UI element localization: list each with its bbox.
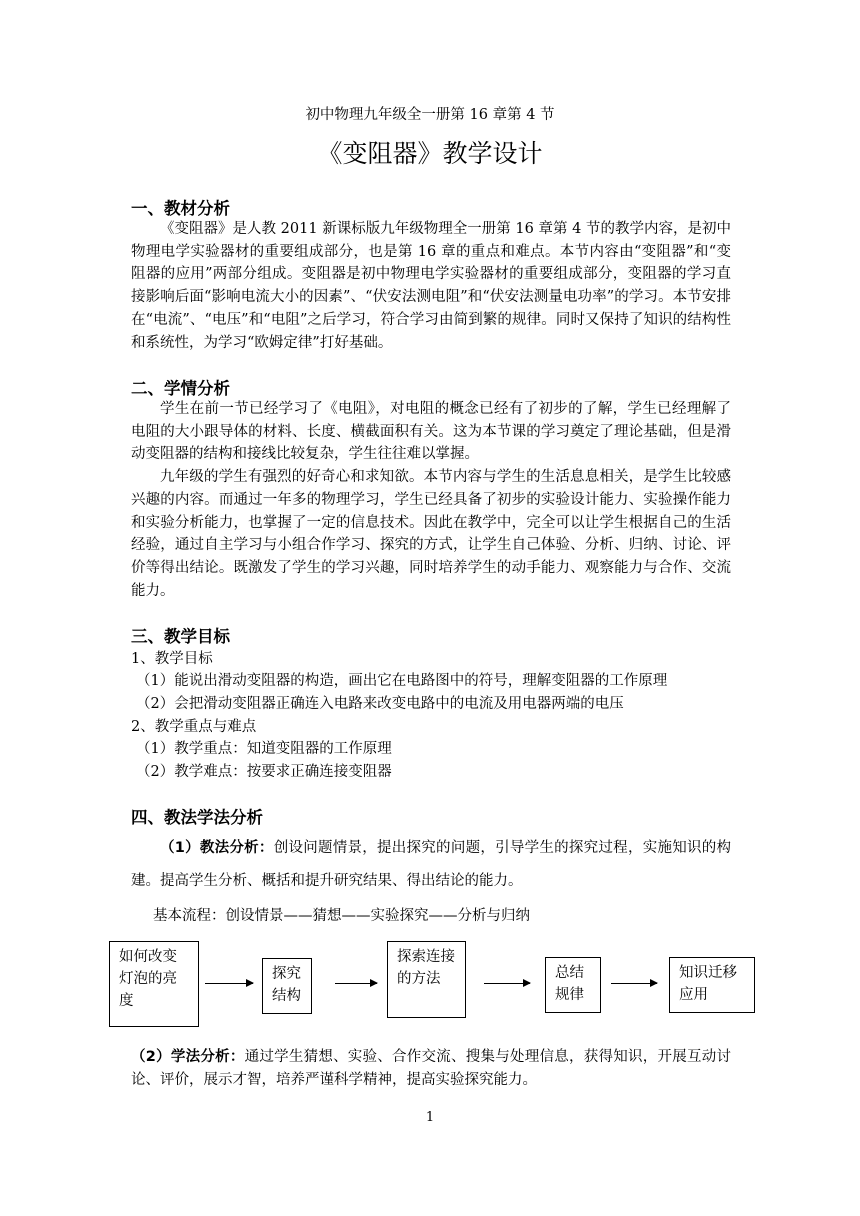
key-points-subheading: 2、教学重点与难点 xyxy=(131,719,257,735)
section-heading-methods: 四、教法学法分析 xyxy=(131,808,263,827)
page-number: 1 xyxy=(425,1110,435,1125)
difficulty-item: （2）教学难点：按要求正确连接变阻器 xyxy=(136,764,392,780)
basic-flow-line: 基本流程：创设情景——猜想——实验探究——分析与归纳 xyxy=(153,908,530,924)
goal-item-1: （1）能说出滑动变阻器的构造，画出它在电路图中的符号，理解变阻器的工作原理 xyxy=(136,673,668,689)
learning-method-label: （2）学法分析： xyxy=(131,1049,245,1065)
key-point-item: （1）教学重点：知道变阻器的工作原理 xyxy=(136,741,392,757)
student-analysis-text-1: 学生在前一节已经学习了《电阻》，对电阻的概念已经有了初步的了解，学生已经理解了电阻的大小跟导体的材料、长度、横截面积有关。这为本节课的学习奠定了理论基础，但是滑动变阻器的结构和接线比较复杂，学生往往难以掌握。 xyxy=(131,401,731,463)
flow-box-summarize-rules: 总结规律 xyxy=(545,957,601,1013)
flow-arrow-3 xyxy=(484,983,530,984)
section-heading-teaching-goals: 三、教学目标 xyxy=(131,627,230,646)
learning-method-text: 通过学生猜想、实验、合作交流、搜集与处理信息，获得知识，开展互动讨论、评价，展示才智，培养严谨科学精神，提高实验探究能力。 xyxy=(131,1049,732,1088)
section-heading-student-analysis: 二、学情分析 xyxy=(131,379,230,398)
flow-arrow-2 xyxy=(335,983,377,984)
goals-subheading: 1、教学目标 xyxy=(131,651,213,667)
flow-box-explore-structure: 探究结构 xyxy=(262,958,312,1014)
teaching-method-text: 创设问题情景，提出探究的问题，引导学生的探究过程，实施知识的构建。提高学生分析、概括和提升研究结果、得出结论的能力。 xyxy=(131,840,732,889)
teaching-method-paragraph xyxy=(131,832,731,898)
student-analysis-text-2: 九年级的学生有强烈的好奇心和求知欲。本节内容与学生的生活息息相关，是学生比较感兴趣的内容。而通过一年多的物理学习，学生已经具备了初步的实验设计能力、实验操作能力和实验分析能力，也掌握了一定的信息技术。因此在教学中，完全可以让学生根据自己的生活经验，通过自主学习与小组合作学习、探究的方式，让学生自己体验、分析、归纳、讨论、评价等得出结论。既激发了学生的学习兴趣，同时培养学生的动手能力、观察能力与合作、交流能力。 xyxy=(131,469,731,599)
learning-method-paragraph xyxy=(131,1046,731,1091)
flow-box-explore-connection: 探索连接的方法 xyxy=(387,941,466,1018)
goal-item-2: （2）会把滑动变阻器正确连入电路来改变电路中的电流及用电器两端的电压 xyxy=(136,696,624,712)
flow-arrow-4 xyxy=(611,983,657,984)
flow-arrow-1 xyxy=(205,983,253,984)
textbook-analysis-text: 《变阻器》是人教 2011 新课标版九年级物理全一册第 16 章第 4 节的教学内容，是初中物理电学实验器材的重要组成部分，也是第 16 章的重点和难点。本节内容由“变阻器”和“变阻器的应用”两部分组成。变阻器是初中物理电学实验器材的重要组成部分，变阻器的学习直接影响后面“影响电流大小的因素”、“伏安法测电阻”和“伏安法测量电功率”的学习。本节安排在“电流”、“电压”和“电阻”之后学习，符合学习由简到繁的规律。同时又保持了知识的结构性和系统性，为学习“欧姆定律”打好基础。 xyxy=(131,221,731,351)
document-subtitle: 初中物理九年级全一册第 16 章第 4 节 xyxy=(305,107,555,123)
student-analysis-paragraphs xyxy=(131,398,731,602)
teaching-method-label: （1）教法分析： xyxy=(160,840,274,856)
section-heading-textbook-analysis: 一、教材分析 xyxy=(131,199,230,218)
flow-box-change-brightness: 如何改变灯泡的亮度 xyxy=(109,941,199,1027)
document-title: 《变阻器》教学设计 xyxy=(317,139,543,168)
flow-box-knowledge-transfer: 知识迁移应用 xyxy=(669,957,755,1013)
textbook-analysis-paragraph xyxy=(131,218,731,354)
